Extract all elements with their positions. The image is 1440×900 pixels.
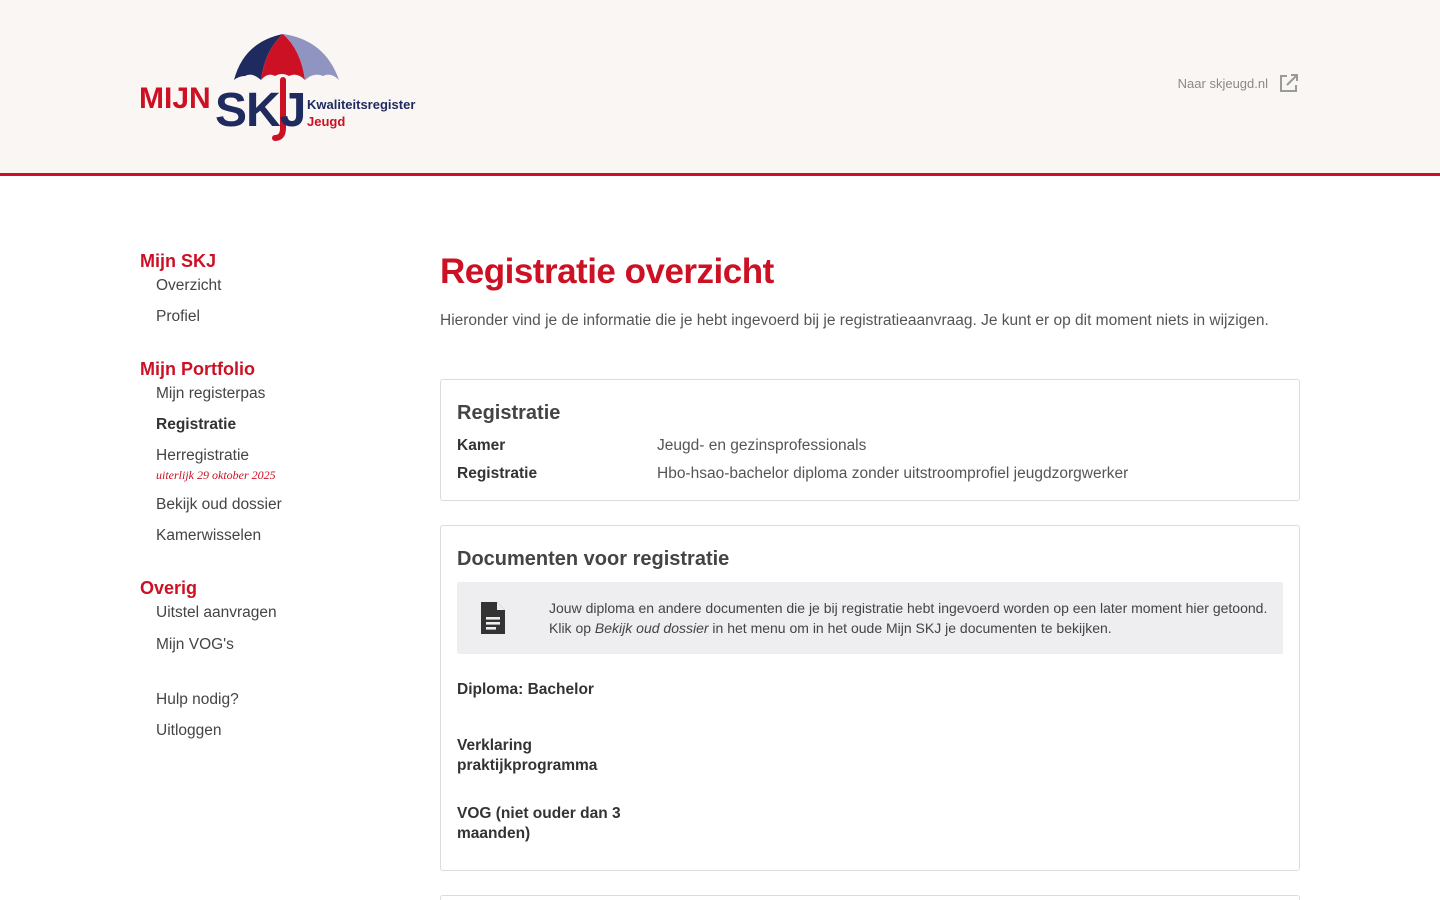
logo-line2: Jeugd <box>307 114 346 129</box>
info-line-1: Jouw diploma en andere documenten die je bij registratie hebt ingevoerd worden op een later moment hier getoond. <box>549 600 1268 616</box>
registratie-row <box>457 460 1283 488</box>
herregistratie-deadline: uiterlijk 29 oktober 2025 <box>156 468 276 482</box>
sidebar-group-mijn-portfolio <box>140 356 410 547</box>
sidebar-group-overig <box>140 575 410 656</box>
document-icon <box>477 600 509 636</box>
registratie-row <box>457 432 1283 460</box>
sidebar-item-kamerwisselen[interactable]: Kamerwisselen <box>156 527 262 544</box>
card-title: Documenten voor registratie <box>457 548 730 570</box>
sidebar-item-hulp[interactable]: Hulp nodig? <box>156 691 239 708</box>
logo-skj: SKJ <box>215 84 306 137</box>
row-value: Hbo-hsao-bachelor diploma zonder uitstroomprofiel jeugdzorgwerker <box>657 465 1129 482</box>
sidebar-item-profiel[interactable]: Profiel <box>156 308 200 325</box>
sidebar-nav <box>140 248 410 742</box>
registratie-card <box>440 379 1300 501</box>
row-key: Registratie <box>457 465 538 482</box>
external-site-label: Naar skjeugd.nl <box>1177 75 1268 91</box>
sidebar-item-herregistratie[interactable]: Herregistratie <box>156 447 250 464</box>
skj-logo[interactable] <box>139 30 419 145</box>
document-item-praktijkprogramma: Verklaring praktijkprogramma <box>457 737 598 774</box>
sidebar-item-registerpas[interactable]: Mijn registerpas <box>156 385 266 402</box>
document-item-diploma: Diploma: Bachelor <box>457 681 594 698</box>
sidebar-item-overzicht[interactable]: Overzicht <box>156 277 222 294</box>
document-item-vog: VOG (niet ouder dan 3 maanden) <box>457 805 621 842</box>
row-value: Jeugd- en gezinsprofessionals <box>657 437 867 454</box>
logo-mijn: MIJN <box>139 82 211 115</box>
info-line-2-link-text: Bekijk oud dossier <box>594 620 709 636</box>
row-key: Kamer <box>457 437 506 454</box>
page-title: Registratie overzicht <box>440 252 774 291</box>
info-line-2-pre: Klik op <box>549 620 595 636</box>
documents-info-box <box>457 582 1283 654</box>
sidebar-item-uitloggen[interactable]: Uitloggen <box>156 722 222 739</box>
logo-line1: Kwaliteitsregister <box>307 97 416 112</box>
sidebar-footer <box>140 689 410 742</box>
card-title: Registratie <box>457 402 561 424</box>
sidebar-group-title: Mijn Portfolio <box>140 359 255 379</box>
info-line-2-post: in het menu om in het oude Mijn SKJ je documenten te bekijken. <box>708 620 1112 636</box>
sidebar-item-vog[interactable]: Mijn VOG's <box>156 636 234 653</box>
next-card <box>440 895 1300 900</box>
info-line-2 <box>549 618 1267 638</box>
page-intro: Hieronder vind je de informatie die je hebt ingevoerd bij je registratieaanvraag. Je kunt er op dit moment niets in wijzigen. <box>440 312 1269 329</box>
sidebar-item-uitstel[interactable]: Uitstel aanvragen <box>156 604 277 621</box>
sidebar-item-oud-dossier[interactable]: Bekijk oud dossier <box>156 496 282 513</box>
documents-info-text <box>549 598 1267 638</box>
sidebar-group-title: Overig <box>140 578 198 598</box>
site-header <box>0 0 1440 176</box>
documenten-card <box>440 525 1300 871</box>
main-content <box>440 248 1300 900</box>
external-site-link[interactable] <box>1178 72 1300 94</box>
sidebar-group-mijn-skj <box>140 248 410 328</box>
sidebar-item-registratie[interactable]: Registratie <box>156 416 237 433</box>
sidebar-group-title: Mijn SKJ <box>140 251 217 271</box>
external-link-icon <box>1278 72 1300 94</box>
